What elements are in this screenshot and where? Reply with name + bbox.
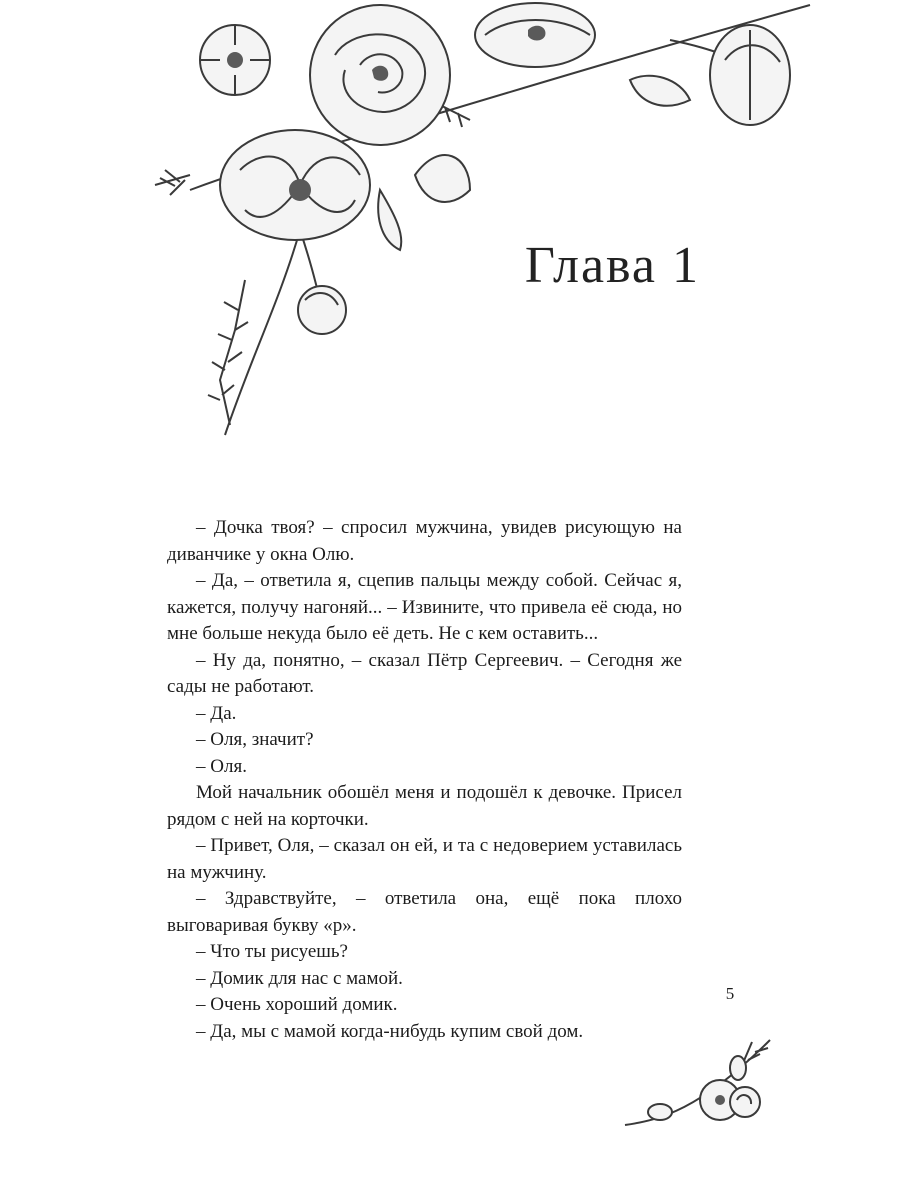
paragraph: – Да. — [196, 702, 237, 724]
floral-stem — [225, 230, 300, 435]
rose-illustration — [730, 1087, 760, 1117]
paragraph: – Да, мы с мамой когда-нибудь купим свой дом. — [196, 1020, 584, 1042]
floral-sprig-illustration — [620, 1030, 780, 1140]
paragraph: – Дочка твоя? – спросил мужчина, увидев рисующую на диванчике у окна Олю. — [167, 517, 682, 565]
wildflower-illustration — [200, 25, 270, 95]
paragraph: – Что ты рисуешь? — [196, 941, 348, 962]
rose-illustration — [310, 5, 450, 145]
paragraph: – Оля. — [196, 755, 247, 777]
page-number: 5 — [725, 984, 735, 1003]
paragraph: – Очень хороший домик. — [196, 994, 398, 1015]
paragraph: Мой начальник обошёл меня и подошёл к девочке. Присел рядом с ней на корточки. — [167, 782, 682, 830]
chapter-title: Глава 1 — [524, 237, 700, 294]
paragraph: – Ну да, понятно, – сказал Пётр Сергеевич. – Сегодня же сады не работают. — [167, 649, 682, 697]
paragraph: – Здравствуйте, – ответила она, ещё пока плохо выговаривая букву «р». — [167, 888, 682, 936]
paragraph: – Домик для нас с мамой. — [196, 967, 403, 989]
poppy-illustration — [220, 130, 370, 240]
bellflower-illustration — [475, 3, 595, 67]
chapter-body-text — [167, 515, 682, 1045]
paragraph: – Оля, значит? — [196, 729, 314, 750]
tulip-bud-illustration — [710, 25, 790, 125]
paragraph: – Да, – ответила я, сцепив пальцы между собой. Сейчас я, кажется, получу нагоняй... – Извините, что привела её сюда, но мне больше некуда было её деть. Не с кем оставить... — [167, 570, 682, 644]
floral-corner-illustration — [150, 0, 820, 440]
poppy-bud-illustration — [298, 286, 346, 334]
paragraph: – Привет, Оля, – сказал он ей, и та с недоверием уставилась на мужчину. — [167, 835, 682, 883]
